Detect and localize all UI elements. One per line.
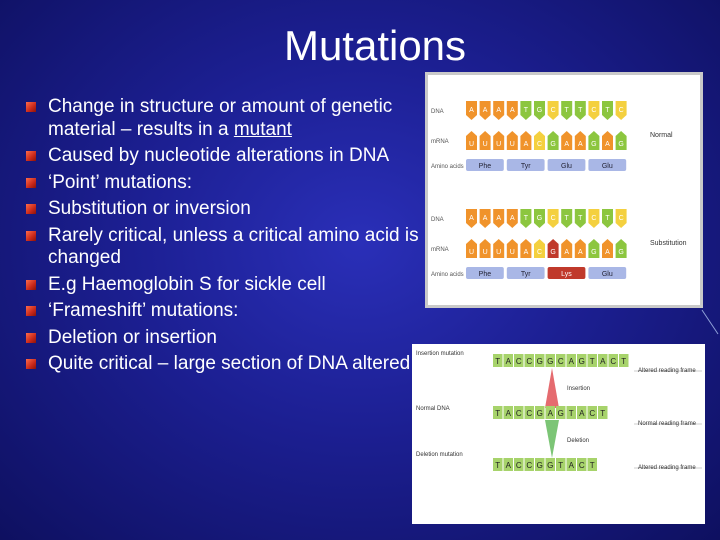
dna-base-label: A [482, 215, 488, 222]
sequence-base-label: G [578, 357, 585, 366]
mrna-base-label: A [577, 141, 583, 148]
dna-base-label: A [509, 107, 515, 114]
sequence-base-label: C [578, 461, 585, 470]
dna-base-label: T [578, 215, 583, 222]
deletion-mutation-label: Deletion mutation [416, 452, 463, 458]
sequence-base-label: G [547, 461, 554, 470]
sequence-base-label: C [557, 357, 564, 366]
bullet-marker-icon [26, 333, 36, 343]
insertion-mutation-label: Insertion mutation [416, 351, 464, 357]
sequence-base-label: T [558, 461, 564, 470]
sequence-base-label: C [526, 461, 533, 470]
frameshift-mutation-diagram [412, 344, 705, 524]
mrna-base-label: U [482, 249, 488, 256]
bullet-marker-icon [26, 231, 36, 241]
mrna-base-label: C [536, 249, 543, 256]
dna-base-label: A [469, 107, 474, 114]
sequence-base-label: C [515, 357, 522, 366]
bullet-marker-icon [26, 306, 36, 316]
sequence-base-label: A [505, 357, 511, 366]
row-label: Amino acids [431, 272, 464, 278]
bullet-list [26, 96, 421, 380]
sequence-base-label: C [515, 461, 522, 470]
bullet-marker-icon [26, 178, 36, 188]
mrna-base-label: G [591, 249, 597, 256]
dna-base-label: A [496, 107, 502, 114]
frameshift-mutation-figure [412, 344, 705, 524]
altered-frame-label: Altered reading frame [638, 465, 696, 471]
mrna-base-label: G [550, 249, 556, 256]
sequence-base-label: C [610, 357, 617, 366]
sequence-base-label: T [568, 409, 574, 418]
mrna-base-label: A [577, 249, 583, 256]
amino-acid-label: Lys [561, 271, 572, 278]
sequence-base-label: A [568, 357, 574, 366]
bullet-item: Substitution or inversion [26, 198, 421, 221]
sequence-base-label: G [536, 461, 543, 470]
amino-acid-label: Phe [478, 271, 492, 278]
mrna-base-label: A [605, 249, 610, 256]
dna-base-label: T [523, 107, 529, 114]
amino-acid-label: Glu [601, 271, 613, 278]
bullet-item: Rarely critical, unless a critical amino acid is changed [26, 225, 421, 270]
mrna-base-label: U [496, 249, 502, 256]
sequence-base-label: G [536, 409, 543, 418]
dna-base-label: T [564, 107, 569, 114]
mrna-base-label: A [605, 141, 610, 148]
dna-base-label: G [536, 107, 543, 114]
sequence-base-label: T [495, 461, 501, 470]
dna-base-label: T [605, 107, 610, 114]
sequence-base-label: C [589, 409, 596, 418]
dna-base-label: C [591, 215, 597, 222]
decorative-line [700, 308, 720, 338]
substitution-label: Substitution [650, 240, 687, 247]
row-label: Amino acids [431, 164, 464, 170]
bullet-item: Caused by nucleotide alterations in DNA [26, 145, 421, 168]
mrna-base-label: U [482, 141, 488, 148]
mrna-base-label: A [564, 249, 570, 256]
bullet-marker-icon [26, 280, 36, 290]
mrna-base-label: C [536, 141, 543, 148]
bullet-item: ‘Frameshift’ mutations: [26, 300, 421, 323]
mrna-base-label: A [564, 141, 570, 148]
amino-acid-label: Tyr [520, 163, 531, 170]
amino-acid-label: Glu [561, 163, 572, 170]
dna-base-label: T [564, 215, 569, 222]
bullet-item: E.g Haemoglobin S for sickle cell [26, 274, 421, 297]
amino-acid-label: Phe [478, 163, 492, 170]
mrna-base-label: A [523, 141, 529, 148]
point-mutation-figure [425, 72, 703, 308]
sequence-base-label: G [536, 357, 543, 366]
bullet-item: Deletion or insertion [26, 327, 421, 350]
amino-acid-label: Tyr [520, 271, 531, 278]
normal-label: Normal [650, 132, 673, 139]
mrna-base-label: G [591, 141, 597, 148]
dna-base-label: T [523, 215, 529, 222]
sequence-base-label: A [600, 357, 606, 366]
mrna-base-label: G [550, 141, 556, 148]
dna-base-label: T [578, 107, 583, 114]
insertion-arrow [545, 368, 559, 408]
sequence-base-label: C [526, 357, 533, 366]
dna-base-label: C [591, 107, 597, 114]
dna-base-label: A [509, 215, 515, 222]
sequence-base-label: T [495, 357, 501, 366]
altered-frame-label: Altered reading frame [638, 368, 696, 374]
row-label: mRNA [431, 139, 449, 145]
mrna-base-label: G [618, 141, 624, 148]
row-label: mRNA [431, 247, 449, 253]
dna-base-label: C [550, 107, 556, 114]
amino-acid-label: Glu [601, 163, 613, 170]
sequence-base-label: C [515, 409, 522, 418]
sequence-base-label: C [526, 409, 533, 418]
deletion-arrow-label: Deletion [567, 438, 590, 444]
dna-base-label: A [469, 215, 474, 222]
sequence-base-label: T [600, 409, 606, 418]
sequence-base-label: T [589, 461, 595, 470]
bullet-marker-icon [26, 102, 36, 112]
mrna-base-label: U [468, 249, 475, 256]
bullet-item: Change in structure or amount of genetic material – results in a mutant [26, 96, 421, 141]
insertion-arrow-label: Insertion [567, 386, 591, 392]
dna-base-label: A [496, 215, 502, 222]
sequence-base-label: A [505, 461, 511, 470]
sequence-base-label: A [579, 409, 585, 418]
sequence-base-label: T [621, 357, 627, 366]
dna-base-label: G [536, 215, 543, 222]
mrna-base-label: U [509, 141, 515, 148]
mrna-base-label: A [523, 249, 529, 256]
mrna-base-label: G [618, 249, 624, 256]
sequence-base-label: T [495, 409, 501, 418]
bullet-item: ‘Point’ mutations: [26, 172, 421, 195]
sequence-base-label: G [547, 357, 554, 366]
dna-base-label: C [550, 215, 556, 222]
bullet-marker-icon [26, 151, 36, 161]
bullet-marker-icon [26, 359, 36, 369]
mrna-base-label: U [468, 141, 475, 148]
mrna-base-label: U [509, 249, 515, 256]
slide-title: Mutations [283, 22, 467, 69]
deletion-arrow [545, 420, 559, 458]
sequence-base-label: A [547, 409, 553, 418]
normal-dna-label: Normal DNA [416, 406, 450, 412]
dna-base-label: C [618, 107, 624, 114]
mrna-base-label: U [496, 141, 502, 148]
row-label: DNA [431, 109, 444, 115]
dna-base-label: C [618, 215, 624, 222]
point-mutation-diagram [428, 75, 700, 305]
sequence-base-label: T [589, 357, 595, 366]
bullet-item: Quite critical – large section of DNA altered [26, 353, 421, 376]
row-label: DNA [431, 217, 444, 223]
sequence-base-label: A [505, 409, 511, 418]
normal-frame-label: Normal reading frame [638, 421, 697, 427]
dna-base-label: T [605, 215, 610, 222]
sequence-base-label: A [568, 461, 574, 470]
dna-base-label: A [482, 107, 488, 114]
sequence-base-label: G [557, 409, 564, 418]
bullet-marker-icon [26, 204, 36, 214]
